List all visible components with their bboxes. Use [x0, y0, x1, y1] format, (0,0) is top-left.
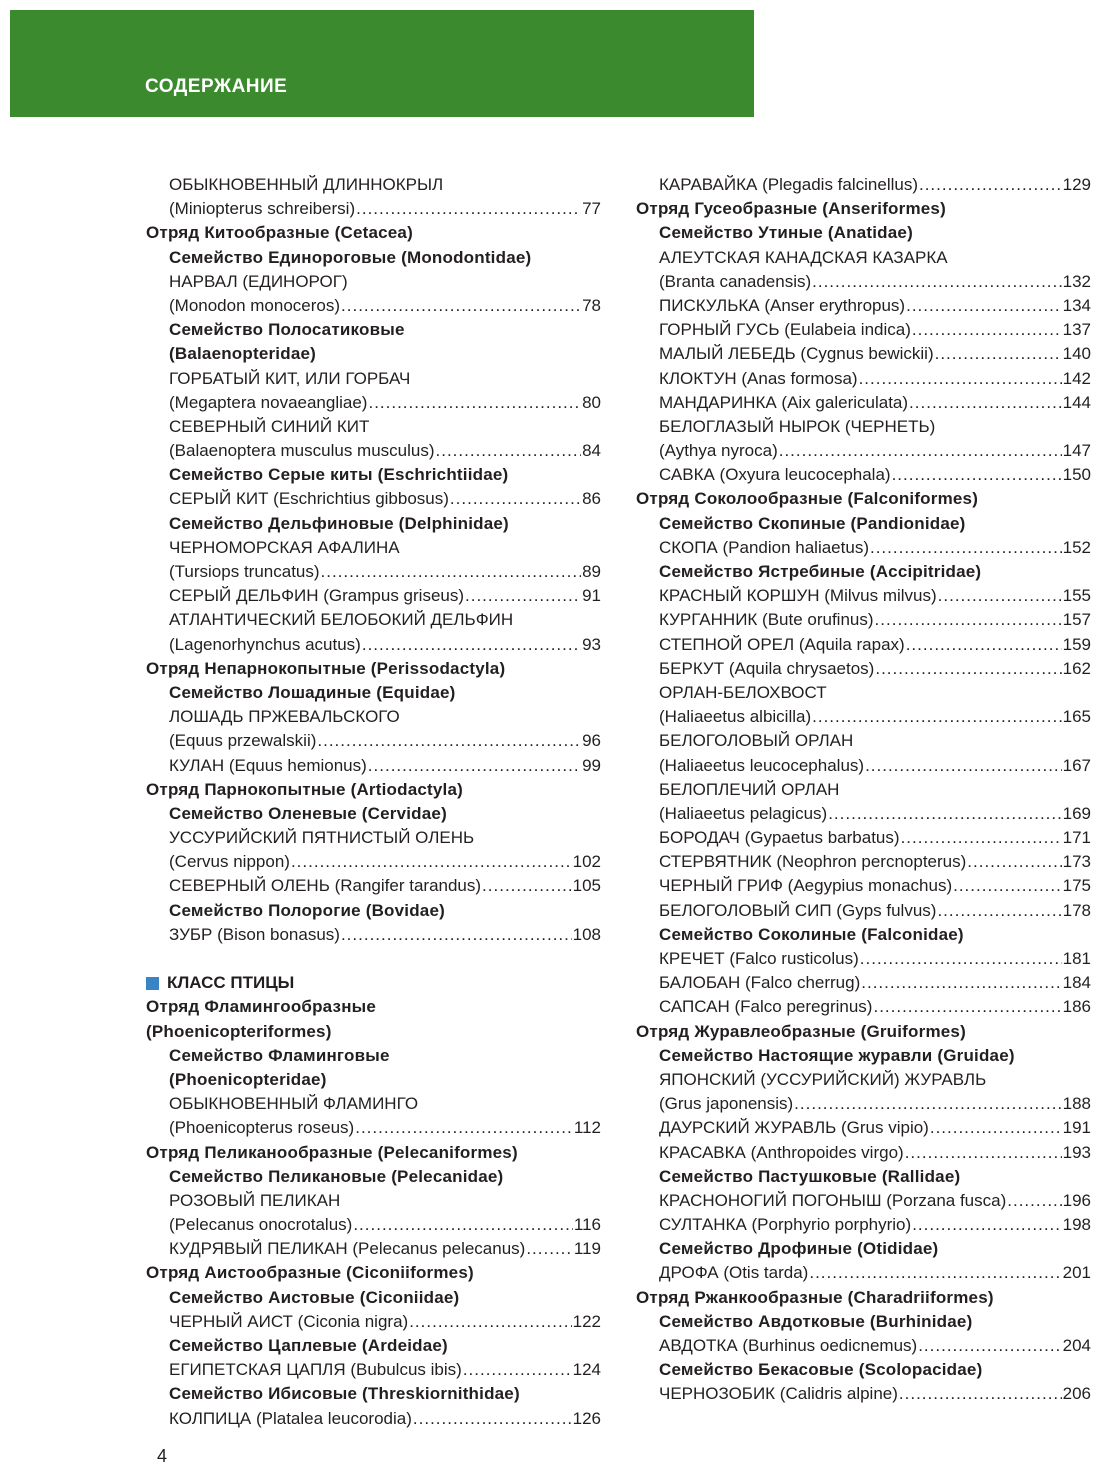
dot-leader [355, 1116, 573, 1140]
toc-entry[interactable] [146, 874, 601, 898]
toc-entry-label: МАЛЫЙ ЛЕБЕДЬ (Cygnus bewickii) [659, 344, 934, 364]
toc-entry[interactable] [146, 197, 601, 221]
toc-entry[interactable] [636, 173, 1091, 197]
toc-order-heading: Отряд Гусеобразные (Anseriformes) [636, 199, 946, 219]
toc-entry[interactable] [146, 560, 601, 584]
toc-page-number: 152 [1062, 537, 1091, 557]
toc-entry[interactable] [146, 1358, 601, 1382]
toc-family-heading: Семейство Соколиные (Falconidae) [659, 924, 964, 944]
toc-entry-label: (Pelecanus onocrotalus) [169, 1215, 353, 1235]
class-marker-icon [146, 977, 159, 990]
toc-entry[interactable] [636, 294, 1091, 318]
toc-entry[interactable] [636, 1261, 1091, 1285]
toc-species-name: АЛЕУТСКАЯ КАНАДСКАЯ КАЗАРКА [659, 247, 948, 267]
toc-page-number: 124 [572, 1360, 601, 1380]
toc-page-number: 105 [572, 876, 601, 896]
dot-leader [526, 1237, 573, 1261]
toc-species-name: СЕВЕРНЫЙ СИНИЙ КИТ [169, 416, 370, 436]
toc-entry-label: СКОПА (Pandion haliaetus) [659, 537, 869, 557]
toc-entry[interactable] [146, 1213, 601, 1237]
toc-entry[interactable] [146, 391, 601, 415]
dot-leader [901, 826, 1062, 850]
toc-page-number: 77 [582, 199, 601, 219]
toc-page-number: 157 [1062, 610, 1091, 630]
toc-entry[interactable] [636, 439, 1091, 463]
dot-leader [317, 729, 581, 753]
toc-page-number: 181 [1062, 949, 1091, 968]
toc-entry-label: (Haliaeetus pelagicus) [659, 803, 828, 823]
toc-species-name: ОРЛАН-БЕЛОХВОСТ [659, 682, 827, 702]
dot-leader [809, 1261, 1061, 1285]
toc-page-number: 147 [1062, 441, 1091, 461]
toc-entry[interactable] [636, 342, 1091, 366]
toc-entry-label: (Aythya nyroca) [659, 441, 778, 461]
toc-page-number: 173 [1062, 852, 1091, 872]
toc-entry[interactable] [146, 729, 601, 753]
toc-entry[interactable] [636, 971, 1091, 995]
toc-entry[interactable] [636, 391, 1091, 415]
toc-entry[interactable] [636, 705, 1091, 729]
toc-entry[interactable] [146, 923, 601, 947]
toc-entry-label: БЕРКУТ (Aquila chrysaetos) [659, 658, 875, 678]
toc-entry[interactable] [146, 1116, 601, 1140]
dot-leader [828, 802, 1061, 826]
dot-leader [918, 1334, 1061, 1358]
dot-leader [859, 367, 1062, 391]
toc-species-name: БЕЛОПЛЕЧИЙ ОРЛАН [659, 779, 840, 799]
toc-page-number: 80 [582, 392, 601, 412]
toc-family-heading: Семейство Дрофиные (Otididae) [659, 1239, 939, 1259]
dot-leader [291, 850, 572, 874]
toc-page-number: 184 [1062, 973, 1091, 993]
dot-leader [368, 754, 581, 778]
dot-leader [912, 318, 1062, 342]
toc-page-number: 129 [1062, 175, 1091, 194]
toc-family-heading: Семейство Полорогие (Bovidae) [169, 900, 445, 920]
toc-species-name: УССУРИЙСКИЙ ПЯТНИСТЫЙ ОЛЕНЬ [169, 828, 475, 848]
toc-entry-label: ЕГИПЕТСКАЯ ЦАПЛЯ (Bubulcus ibis) [169, 1360, 462, 1380]
dot-leader [912, 1213, 1061, 1237]
toc-entry[interactable] [636, 1189, 1091, 1213]
toc-family-heading: (Balaenopteridae) [169, 344, 316, 364]
toc-page-number: 169 [1062, 803, 1091, 823]
toc-entry[interactable] [146, 1237, 601, 1261]
toc-page-number: 119 [573, 1239, 601, 1259]
toc-entry[interactable] [636, 1092, 1091, 1116]
toc-entry-label: (Branta canadensis) [659, 271, 812, 291]
toc-page-number: 112 [573, 1118, 601, 1138]
toc-family-heading: Семейство Утиные (Anatidae) [659, 223, 913, 243]
dot-leader [906, 294, 1062, 318]
toc-page-number: 108 [572, 924, 601, 944]
toc-entry-label: (Miniopterus schreibersi) [169, 199, 356, 219]
dot-leader [875, 608, 1062, 632]
toc-page-number: 126 [572, 1408, 601, 1428]
toc-order-heading: Отряд Ржанкообразные (Charadriiformes) [636, 1287, 994, 1307]
toc-entry[interactable] [636, 463, 1091, 487]
dot-leader [413, 1407, 572, 1431]
dot-leader [909, 391, 1062, 415]
toc-page-number: 191 [1062, 1118, 1091, 1138]
dot-leader [779, 439, 1062, 463]
toc-entry-label: КРАСНОНОГИЙ ПОГОНЫШ (Porzana fusca) [659, 1190, 1007, 1210]
toc-page-number: 196 [1062, 1190, 1091, 1210]
dot-leader [436, 439, 582, 463]
toc-family-heading: Семейство Серые киты (Eschrichtiidae) [169, 465, 509, 485]
toc-entry[interactable] [146, 294, 601, 318]
toc-page-number: 91 [582, 586, 601, 606]
dot-leader [812, 270, 1061, 294]
toc-entry[interactable] [146, 633, 601, 657]
toc-entry-label: (Monodon monoceros) [169, 295, 341, 315]
page-title: СОДЕРЖАНИЕ [145, 76, 288, 97]
toc-entry-label: БАЛОБАН (Falco cherrug) [659, 973, 861, 993]
toc-family-heading: Семейство Полосатиковые [169, 320, 405, 340]
toc-entry-label: (Cervus nippon) [169, 852, 290, 872]
dot-leader [892, 463, 1062, 487]
toc-entry-label: (Phoenicopterus roseus) [169, 1118, 355, 1138]
toc-entry[interactable] [636, 318, 1091, 342]
toc-order-heading: Отряд Парнокопытные (Artiodactyla) [146, 779, 463, 799]
dot-leader [905, 1141, 1062, 1165]
toc-species-name: ОБЫКНОВЕННЫЙ ФЛАМИНГО [169, 1094, 419, 1114]
toc-entry[interactable] [146, 487, 601, 511]
toc-entry[interactable] [636, 826, 1091, 850]
toc-species-name: ЛОШАДЬ ПРЖЕВАЛЬСКОГО [169, 707, 400, 727]
toc-entry[interactable] [636, 899, 1091, 923]
toc-entry-label: МАНДАРИНКА (Aix galericulata) [659, 392, 909, 412]
toc-entry-label: БОРОДАЧ (Gypaetus barbatus) [659, 828, 900, 848]
toc-species-name: ГОРБАТЫЙ КИТ, ИЛИ ГОРБАЧ [169, 368, 411, 388]
dot-leader [362, 633, 581, 657]
dot-leader [906, 633, 1062, 657]
toc-family-heading: Семейство Пастушковые (Rallidae) [659, 1166, 961, 1186]
toc-species-name: ОБЫКНОВЕННЫЙ ДЛИННОКРЫЛ [169, 175, 444, 194]
dot-leader [938, 584, 1062, 608]
dot-leader [356, 197, 581, 221]
toc-page-number: 198 [1062, 1215, 1091, 1235]
toc-page-number: 78 [582, 295, 601, 315]
toc-entry[interactable] [636, 802, 1091, 826]
toc-page-number: 188 [1062, 1094, 1091, 1114]
toc-page-number: 93 [582, 634, 601, 654]
toc-entry[interactable] [636, 367, 1091, 391]
toc-page-number: 193 [1062, 1142, 1091, 1162]
toc-page-number: 122 [572, 1311, 601, 1331]
toc-page-number: 159 [1062, 634, 1091, 654]
dot-leader [865, 754, 1062, 778]
toc-entry[interactable] [636, 608, 1091, 632]
toc-family-heading: (Phoenicopteridae) [169, 1069, 327, 1089]
dot-leader [450, 487, 581, 511]
dot-leader [353, 1213, 573, 1237]
toc-entry-label: ЧЕРНЫЙ АИСТ (Ciconia nigra) [169, 1311, 409, 1331]
toc-species-name: ЯПОНСКИЙ (УССУРИЙСКИЙ) ЖУРАВЛЬ [659, 1069, 987, 1089]
toc-entry-label: ЧЕРНОЗОБИК (Calidris alpine) [659, 1384, 898, 1404]
dot-leader [341, 923, 572, 947]
toc-entry-label: (Tursiops truncatus) [169, 562, 320, 581]
toc-class-label: КЛАСС ПТИЦЫ [167, 973, 295, 993]
toc-entry-label: СТЕПНОЙ ОРЕЛ (Aquila rapax) [659, 634, 905, 654]
toc-page-number: 99 [582, 755, 601, 775]
toc-page-number: 165 [1062, 707, 1091, 727]
dot-leader [870, 536, 1062, 560]
toc-entry[interactable] [146, 584, 601, 608]
dot-leader [930, 1116, 1062, 1140]
toc-order-heading: Отряд Аистообразные (Ciconiiformes) [146, 1263, 474, 1283]
toc-entry[interactable] [636, 1382, 1091, 1406]
toc-page-number: 144 [1062, 392, 1091, 412]
toc-family-heading: Семейство Бекасовые (Scolopacidae) [659, 1360, 983, 1380]
toc-entry[interactable] [636, 850, 1091, 874]
toc-entry[interactable] [636, 754, 1091, 778]
toc-order-heading: (Phoenicopteriformes) [146, 1021, 332, 1041]
toc-entry[interactable] [636, 584, 1091, 608]
dot-leader [861, 971, 1061, 995]
dot-leader [860, 947, 1062, 971]
toc-entry-label: (Equus przewalskii) [169, 731, 317, 751]
toc-order-heading: Отряд Фламингообразные [146, 997, 377, 1017]
dot-leader [935, 342, 1062, 366]
toc-entry-label: АВДОТКА (Burhinus oedicnemus) [659, 1336, 918, 1355]
toc-order-heading: Отряд Журавлеобразные (Gruiformes) [636, 1021, 966, 1041]
toc-order-heading: Отряд Соколообразные (Falconiformes) [636, 489, 979, 509]
toc-entry-label: КРАСНЫЙ КОРШУН (Milvus milvus) [659, 586, 937, 606]
dot-leader [953, 874, 1062, 898]
toc-family-heading: Семейство Настоящие журавли (Gruidae) [659, 1045, 1015, 1065]
toc-entry[interactable] [146, 1407, 601, 1431]
toc-page-number: 102 [572, 852, 601, 872]
toc-entry-label: (Grus japonensis) [659, 1094, 794, 1114]
toc-entry-label: СЕРЫЙ ДЕЛЬФИН (Grampus griseus) [169, 586, 465, 606]
toc-page-number: 204 [1062, 1336, 1091, 1355]
toc-family-heading: Семейство Цаплевые (Ardeidae) [169, 1336, 448, 1355]
toc-entry-label: САВКА (Oxyura leucocephala) [659, 465, 891, 485]
dot-leader [899, 1382, 1062, 1406]
toc-entry-label: СЕВЕРНЫЙ ОЛЕНЬ (Rangifer tarandus) [169, 876, 482, 896]
toc-entry-label: ГОРНЫЙ ГУСЬ (Eulabeia indica) [659, 320, 911, 340]
dot-leader [919, 173, 1062, 197]
toc-entry-label: САПСАН (Falco peregrinus) [659, 997, 873, 1017]
toc-page-number: 150 [1062, 465, 1091, 485]
toc-species-name: БЕЛОГОЛОВЫЙ ОРЛАН [659, 731, 854, 751]
toc-entry[interactable] [636, 995, 1091, 1019]
toc-order-heading: Отряд Пеликанообразные (Pelecaniformes) [146, 1142, 518, 1162]
toc-family-heading: Семейство Единороговые (Monodontidae) [169, 247, 532, 267]
toc-page-number: 89 [582, 562, 601, 581]
toc-entry-label: (Lagenorhynchus acutus) [169, 634, 361, 654]
toc-page-number: 134 [1062, 295, 1091, 315]
toc-page-number: 162 [1062, 658, 1091, 678]
toc-entry[interactable] [636, 874, 1091, 898]
toc-entry-label: СЕРЫЙ КИТ (Eschrichtius gibbosus) [169, 489, 449, 509]
toc-entry-label: СТЕРВЯТНИК (Neophron percnopterus) [659, 852, 967, 872]
dot-leader [465, 584, 581, 608]
dot-leader [321, 560, 582, 584]
toc-entry-label: КАРАВАЙКА (Plegadis falcinellus) [659, 175, 918, 194]
toc-right-column [636, 173, 1091, 1407]
toc-species-name: БЕЛОГЛАЗЫЙ НЫРОК (ЧЕРНЕТЬ) [659, 416, 936, 436]
toc-family-heading: Семейство Ястребиные (Accipitridae) [659, 562, 982, 581]
toc-entry-label: (Haliaeetus leucocephalus) [659, 755, 865, 775]
toc-entry[interactable] [636, 1116, 1091, 1140]
toc-entry-label: (Megaptera novaeangliae) [169, 392, 368, 412]
toc-family-heading: Семейство Фламинговые [169, 1045, 390, 1065]
toc-left-column [146, 173, 601, 1431]
toc-entry[interactable] [146, 850, 601, 874]
dot-leader [1007, 1189, 1061, 1213]
toc-entry-label: КРАСАВКА (Anthropoides virgo) [659, 1142, 904, 1162]
toc-family-heading: Семейство Дельфиновые (Delphinidae) [169, 513, 509, 533]
toc-page-number: 86 [582, 489, 601, 509]
dot-leader [937, 899, 1061, 923]
toc-entry-label: (Balaenoptera musculus musculus) [169, 441, 435, 461]
toc-page-number: 132 [1062, 271, 1091, 291]
toc-entry-label: КУРГАННИК (Bute orufinus) [659, 610, 874, 630]
toc-class-heading [146, 971, 601, 995]
toc-family-heading: Семейство Аистовые (Ciconiidae) [169, 1287, 460, 1307]
toc-order-heading: Отряд Китообразные (Cetacea) [146, 223, 413, 243]
toc-entry-label: ДРОФА (Otis tarda) [659, 1263, 809, 1283]
toc-entry-label: ЧЕРНЫЙ ГРИФ (Aegypius monachus) [659, 876, 953, 896]
toc-family-heading: Семейство Авдотковые (Burhinidae) [659, 1311, 973, 1331]
toc-page-number: 155 [1062, 586, 1091, 606]
toc-entry-label: КЛОКТУН (Anas formosa) [659, 368, 858, 388]
toc-spacer [146, 947, 601, 971]
dot-leader [368, 391, 581, 415]
page-number: 4 [157, 1446, 168, 1466]
toc-entry[interactable] [146, 1310, 601, 1334]
toc-entry-label: (Haliaeetus albicilla) [659, 707, 812, 727]
toc-entry[interactable] [636, 633, 1091, 657]
toc-entry[interactable] [636, 657, 1091, 681]
toc-page-number: 178 [1062, 900, 1091, 920]
toc-entry[interactable] [636, 1334, 1091, 1358]
toc-page-number: 96 [582, 731, 601, 751]
header-band [10, 10, 754, 117]
toc-page-number: 116 [573, 1215, 601, 1235]
toc-entry-label: ЗУБР (Bison bonasus) [169, 924, 340, 944]
toc-entry[interactable] [636, 1141, 1091, 1165]
toc-entry-label: ДАУРСКИЙ ЖУРАВЛЬ (Grus vipio) [659, 1118, 929, 1138]
dot-leader [794, 1092, 1061, 1116]
toc-entry[interactable] [636, 270, 1091, 294]
toc-page-number: 137 [1062, 320, 1091, 340]
toc-species-name: ЧЕРНОМОРСКАЯ АФАЛИНА [169, 537, 400, 557]
toc-species-name: НАРВАЛ (ЕДИНОРОГ) [169, 271, 348, 291]
toc-family-heading: Семейство Скопиные (Pandionidae) [659, 513, 966, 533]
dot-leader [409, 1310, 571, 1334]
dot-leader [967, 850, 1061, 874]
toc-order-heading: Отряд Непарнокопытные (Perissodactyla) [146, 658, 506, 678]
dot-leader [875, 657, 1061, 681]
toc-page-number: 142 [1062, 368, 1091, 388]
toc-entry-label: ПИСКУЛЬКА (Anser erythropus) [659, 295, 906, 315]
toc-entry-label: СУЛТАНКА (Porphyrio porphyrio) [659, 1215, 912, 1235]
dot-leader [463, 1358, 572, 1382]
toc-entry[interactable] [636, 536, 1091, 560]
toc-entry-label: КРЕЧЕТ (Falco rusticolus) [659, 949, 859, 968]
toc-species-name: РОЗОВЫЙ ПЕЛИКАН [169, 1190, 341, 1210]
toc-entry-label: КУЛАН (Equus hemionus) [169, 755, 367, 775]
toc-page-number: 171 [1062, 828, 1091, 848]
toc-entry-label: КУДРЯВЫЙ ПЕЛИКАН (Pelecanus pelecanus) [169, 1239, 526, 1259]
toc-page-number: 84 [582, 441, 601, 461]
toc-entry[interactable] [146, 754, 601, 778]
toc-page-number: 206 [1062, 1384, 1091, 1404]
dot-leader [482, 874, 572, 898]
toc-family-heading: Семейство Лошадиные (Equidae) [169, 682, 456, 702]
toc-family-heading: Семейство Пеликановые (Pelecanidae) [169, 1166, 504, 1186]
toc-entry[interactable] [636, 1213, 1091, 1237]
dot-leader [812, 705, 1062, 729]
toc-page-number: 186 [1062, 997, 1091, 1017]
toc-entry-label: КОЛПИЦА (Platalea leucorodia) [169, 1408, 412, 1428]
dot-leader [341, 294, 581, 318]
toc-page-number: 140 [1062, 344, 1091, 364]
toc-family-heading: Семейство Ибисовые (Threskiornithidae) [169, 1384, 520, 1404]
toc-family-heading: Семейство Оленевые (Cervidae) [169, 803, 447, 823]
toc-entry-label: БЕЛОГОЛОВЫЙ СИП (Gyps fulvus) [659, 900, 937, 920]
toc-entry[interactable] [636, 947, 1091, 971]
toc-page-number: 201 [1062, 1263, 1091, 1283]
toc-entry[interactable] [146, 439, 601, 463]
toc-page-number: 175 [1062, 876, 1091, 896]
toc-page-number: 167 [1062, 755, 1091, 775]
dot-leader [873, 995, 1061, 1019]
toc-species-name: АТЛАНТИЧЕСКИЙ БЕЛОБОКИЙ ДЕЛЬФИН [169, 610, 514, 630]
